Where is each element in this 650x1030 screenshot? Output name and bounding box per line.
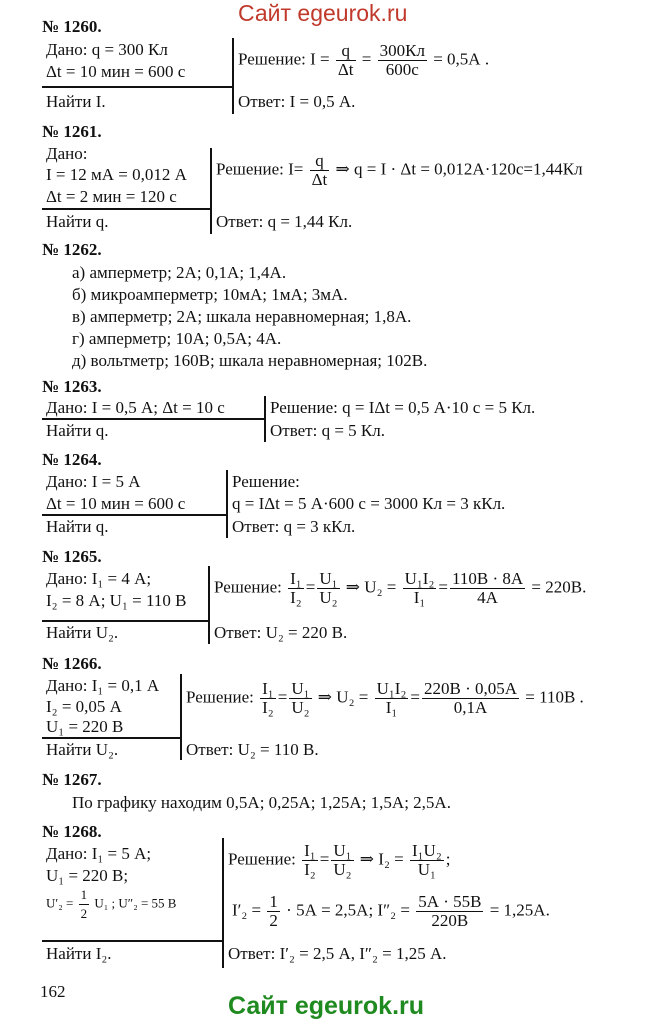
- given-1261-label: Дано:: [46, 144, 88, 163]
- given-1265-2: I₂ = 8 А; U₁ = 110 В: [46, 591, 187, 610]
- denominator: U₂: [333, 860, 352, 879]
- numerator: I₁: [290, 569, 302, 588]
- numerator: 5А · 55В: [418, 892, 482, 911]
- solution-1263: Решение: q = IΔt = 0,5 А·10 с = 5 Кл.: [270, 398, 536, 417]
- solution-label: Решение:: [214, 577, 282, 597]
- numerator: U₁: [291, 679, 310, 698]
- fraction: [267, 893, 280, 930]
- fraction: [416, 893, 483, 930]
- numerator: 1: [269, 892, 278, 911]
- fraction: [403, 570, 437, 607]
- fraction: [79, 886, 90, 923]
- problem-number-1264: № 1264.: [42, 450, 102, 469]
- answer-1264: Ответ: q = 3 кКл.: [232, 517, 356, 536]
- numerator: U₁I₂: [404, 569, 435, 588]
- given-1266-1: Дано: I₁ = 0,1 А: [46, 676, 160, 695]
- denominator: U₂: [291, 698, 310, 717]
- solution-1264: q = IΔt = 5 А·600 с = 3000 Кл = 3 кКл.: [232, 494, 506, 513]
- solution-1268-line2: [232, 893, 550, 930]
- divider-1260: [42, 86, 232, 88]
- denominator: I₂: [304, 860, 316, 879]
- fraction: [450, 570, 525, 607]
- divider-1265: [42, 620, 208, 622]
- denominator: 2: [80, 906, 88, 921]
- list-item: г) амперметр; 10А; 0,5А; 4А.: [72, 329, 282, 348]
- formula-middle: ⇒ I₂ =: [359, 849, 404, 869]
- solution-label: Решение:: [186, 687, 254, 707]
- numerator: U₁: [333, 841, 352, 860]
- fraction: [378, 42, 427, 79]
- list-item: в) амперметр; 2А; шкала неравномерная; 1,8А.: [72, 307, 412, 326]
- solution-1268-line1: Решение: $\frac{\text{I₁}}{\text{I₂}}$ = $\frac{\text{U₁}}{\text{U₂}}$ ⇒ I₂ = $\frac{\text{I₁U₂}}{\text{U₁}}$ ;: [228, 841, 451, 879]
- solution-1261: [216, 152, 583, 189]
- solution-label-1264: Решение:: [232, 472, 300, 491]
- numerator: U₁: [319, 569, 338, 588]
- numerator: I₁: [304, 841, 316, 860]
- formula-rest: ⇒ q = I · Δt = 0,012А·120с=1,44Кл: [335, 159, 583, 179]
- solution-label: Решение: I =: [238, 49, 330, 69]
- given-1265-1: Дано: I₁ = 4 А;: [46, 569, 152, 588]
- fraction: [336, 42, 356, 79]
- vertical-divider-1265: [208, 566, 210, 644]
- find-1268: Найти I₂.: [46, 944, 112, 963]
- vertical-divider-1261: [210, 148, 212, 234]
- numerator: q: [310, 152, 330, 171]
- solution-label: Решение:: [228, 849, 296, 869]
- solution-1266: Решение: $\frac{\text{I₁}}{\text{I₂}}$ = $\frac{\text{U₁}}{\text{U₂}}$ ⇒ U₂ = $\frac{\text{U₁I₂}}{\text{I₁}}$ = $\frac{220В \cdot 0,05А}{0,1А}$ = 110В .: [186, 679, 584, 717]
- result: = 1,25А.: [489, 900, 550, 920]
- fraction: [310, 152, 330, 189]
- fraction: [288, 570, 304, 607]
- divider-1261: [42, 208, 210, 210]
- answer-1265: Ответ: U₂ = 220 В.: [214, 623, 348, 642]
- formula-part: I′₂ =: [232, 900, 262, 920]
- list-item: а) амперметр; 2А; 0,1А; 1,4А.: [72, 263, 287, 282]
- problem-number-1267: № 1267.: [42, 770, 102, 789]
- numerator: 300Кл: [379, 41, 425, 60]
- result: = 0,5А .: [433, 49, 490, 69]
- fraction: [302, 842, 318, 879]
- numerator: 220В · 0,05А: [423, 679, 518, 698]
- vertical-divider-1268: [222, 838, 224, 968]
- denominator: Δt: [311, 170, 328, 189]
- find-1263: Найти q.: [46, 421, 109, 440]
- denominator: 4А: [477, 588, 498, 607]
- answer-1260: Ответ: I = 0,5 А.: [238, 92, 356, 111]
- problem-number-1266: № 1266.: [42, 654, 102, 673]
- fraction: [422, 680, 519, 717]
- answer-1261: Ответ: q = 1,44 Кл.: [216, 212, 353, 231]
- given-1263: Дано: I = 0,5 А; Δt = 10 с: [46, 398, 225, 417]
- denominator: U₁: [417, 860, 436, 879]
- denominator: I₂: [262, 698, 274, 717]
- answer-1266: Ответ: U₂ = 110 В.: [186, 740, 319, 759]
- text-1267: По графику находим 0,5А; 0,25А; 1,25А; 1,5А; 2,5А.: [72, 793, 451, 812]
- given-1268-1: Дано: I₁ = 5 А;: [46, 844, 152, 863]
- vertical-divider-1264: [226, 470, 228, 538]
- given-1266-2: I₂ = 0,05 А: [46, 697, 122, 716]
- formula-part: U₁ ; U″₂ = 55 В: [94, 895, 177, 911]
- problem-number-1268: № 1268.: [42, 822, 102, 841]
- problem-number-1265: № 1265.: [42, 547, 102, 566]
- fraction: [331, 842, 353, 879]
- fraction: [375, 680, 409, 717]
- formula-part: U′₂ =: [46, 895, 74, 911]
- page-number: 162: [40, 982, 66, 1001]
- answer-1268: Ответ: I′₂ = 2,5 А, I″₂ = 1,25 А.: [228, 944, 447, 963]
- given-1261-t: Δt = 2 мин = 120 с: [46, 187, 177, 206]
- problem-number-1263: № 1263.: [42, 377, 102, 396]
- list-item: б) микроамперметр; 10мА; 1мА; 3мА.: [72, 285, 348, 304]
- formula-end: ;: [445, 849, 451, 869]
- fraction: [317, 570, 339, 607]
- given-1266-3: U₁ = 220 В: [46, 717, 124, 736]
- divider-1268: [42, 940, 222, 942]
- vertical-divider-1260: [232, 38, 234, 114]
- solution-label: Решение: I=: [216, 159, 304, 179]
- vertical-divider-1266: [180, 674, 182, 760]
- numerator: I₁: [262, 679, 274, 698]
- given-1268-2: U₁ = 220 В;: [46, 866, 129, 885]
- numerator: 1: [79, 886, 90, 905]
- denominator: Δt: [337, 60, 354, 79]
- vertical-divider-1263: [264, 396, 266, 442]
- given-1268-3: [46, 886, 176, 923]
- fraction: [260, 680, 276, 717]
- site-watermark-top: Сайт egeurok.ru: [238, 0, 408, 26]
- find-1260: Найти I.: [46, 92, 106, 111]
- formula-middle: ⇒ U₂ =: [345, 577, 397, 597]
- denominator: 2: [269, 911, 278, 930]
- formula-middle: ⇒ U₂ =: [317, 687, 369, 707]
- given-1260-q: Дано: q = 300 Кл: [46, 40, 168, 59]
- denominator: U₂: [319, 588, 338, 607]
- find-1266: Найти U₂.: [46, 740, 119, 759]
- formula-part: · 5А = 2,5А; I″₂ =: [286, 900, 410, 920]
- answer-1263: Ответ: q = 5 Кл.: [270, 421, 385, 440]
- denominator: 600с: [385, 60, 419, 79]
- divider-1263: [42, 418, 264, 420]
- result: = 110В .: [525, 687, 584, 707]
- find-1261: Найти q.: [46, 212, 109, 231]
- list-item: д) вольтметр; 160В; шкала неравномерная; 102В.: [72, 351, 428, 370]
- fraction: [410, 842, 444, 879]
- problem-number-1262: № 1262.: [42, 240, 102, 259]
- denominator: 0,1А: [453, 698, 488, 717]
- numerator: q: [336, 42, 356, 61]
- numerator: 110В · 8А: [451, 569, 524, 588]
- find-1265: Найти U₂.: [46, 623, 119, 642]
- solution-1265: Решение: $\frac{\text{I₁}}{\text{I₂}}$ = $\frac{\text{U₁}}{\text{U₂}}$ ⇒ U₂ = $\frac{\text{U₁I₂}}{\text{I₁}}$ = $\frac{110В \cdot 8А}{4А}$ = 220В.: [214, 569, 587, 607]
- given-1261-i: I = 12 мА = 0,012 А: [46, 165, 187, 184]
- site-watermark-bottom: Сайт egeurok.ru: [228, 992, 425, 1020]
- result: = 220В.: [531, 577, 587, 597]
- problem-number-1260: № 1260.: [42, 17, 102, 36]
- divider-1266: [42, 737, 180, 739]
- denominator: I₂: [290, 588, 302, 607]
- problem-number-1261: № 1261.: [42, 122, 102, 141]
- solution-1260: Решение: I = $\frac{q}{\Delta t}$ = $\frac{300Кл}{600с}$ = 0,5А .: [238, 41, 490, 79]
- fraction: [289, 680, 311, 717]
- divider-1264: [42, 514, 226, 516]
- numerator: I₁U₂: [411, 841, 442, 860]
- denominator: I₁: [413, 588, 426, 607]
- denominator: I₁: [385, 698, 398, 717]
- numerator: U₁I₂: [376, 679, 407, 698]
- given-1264-i: Дано: I = 5 А: [46, 472, 141, 491]
- given-1260-t: Δt = 10 мин = 600 с: [46, 62, 186, 81]
- denominator: 220В: [431, 911, 469, 930]
- find-1264: Найти q.: [46, 517, 109, 536]
- given-1264-t: Δt = 10 мин = 600 с: [46, 494, 186, 513]
